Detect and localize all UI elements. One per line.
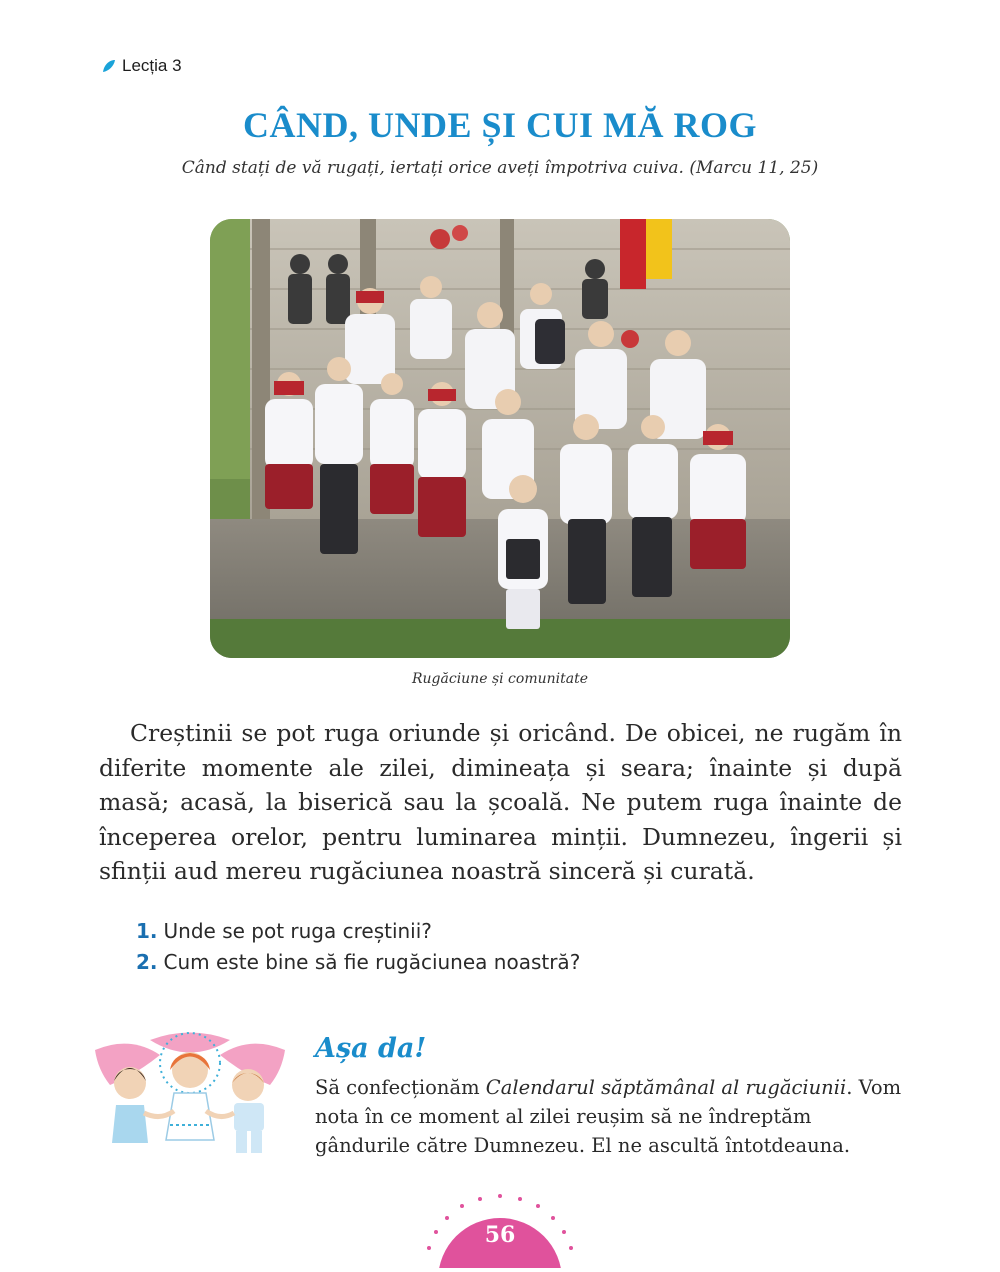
question-list [136,916,580,978]
question-number: 1. [136,919,158,943]
section-text [315,1073,905,1160]
page-title: CÂND, UNDE ȘI CUI MĂ ROG [242,105,757,145]
section-title: Așa da! [315,1033,427,1064]
lesson-label [102,56,182,76]
question-text: Unde se pot ruga creștinii? [163,919,432,943]
group-photo [210,219,790,658]
lesson-label-text: Lecția 3 [122,56,182,75]
section-text-part: Să confecționăm [315,1076,486,1099]
lesson-paragraph: Creștinii se pot ruga oriunde și oricând. De obicei, ne rugăm în diferite momente ale zilei, dimineața și seara; înainte și după masă; acasă, la biserică sau la școală. Ne putem ruga înainte de începerea orelor, pentru luminarea minții. Dumnezeu, îngerii și sfinții aud mereu rugăciunea noastră sinceră și curată. [99,719,902,885]
question-text: Cum este bine să fie rugăciunea noastră? [163,950,581,974]
list-item [136,916,580,947]
photo-caption: Rugăciune și comunitate [411,671,588,687]
section-text-part: . Vom nota în ce moment al zilei reușim să ne îndreptăm gândurile către Dumnezeu. El ne ascultă întotdeauna. [315,1076,902,1157]
bible-quote: Când stați de vă rugați, iertați orice aveți împotriva cuiva. (Marcu 11, 25) [181,158,819,178]
calendar-title: Calendarul săptămânal al rugăciunii [485,1076,847,1099]
angel-children-illustration [90,1025,290,1165]
leaf-icon [102,59,116,73]
list-item [136,947,580,978]
question-number: 2. [136,950,158,974]
page-number: 56 [484,1222,516,1248]
